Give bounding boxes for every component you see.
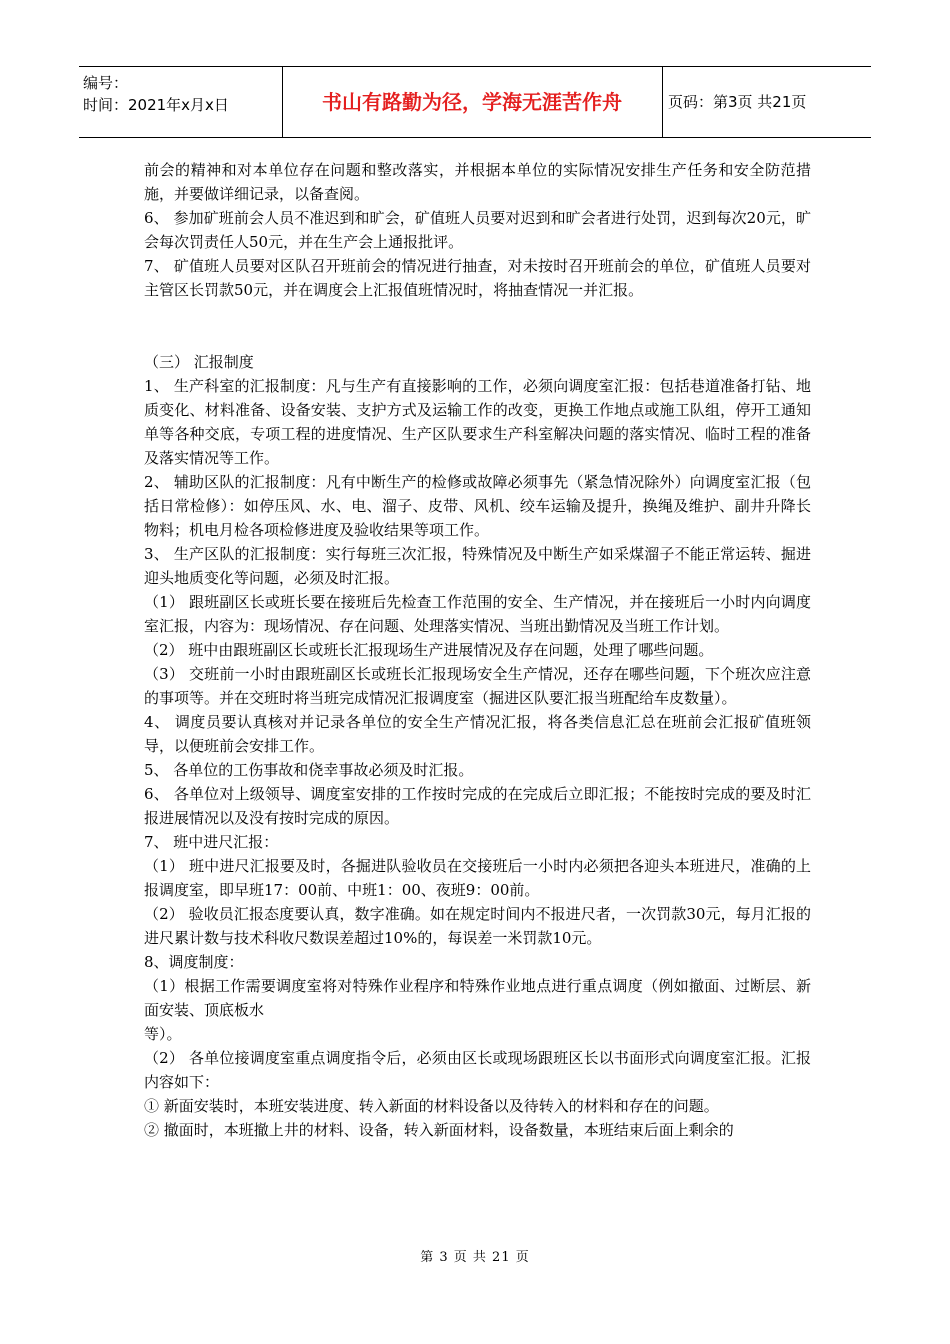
- paragraph: ② 撤面时，本班撤上井的材料、设备，转入新面材料，设备数量，本班结束后面上剩余的: [144, 1121, 734, 1139]
- paragraph: 前会的精神和对本单位存在问题和整改落实，并根据本单位的实际情况安排生产任务和安全防范措施，并要做详细记录，以备查阅。: [144, 161, 811, 203]
- paragraph: （1）根据工作需要调度室将对特殊作业程序和特殊作业地点进行重点调度（例如撤面、过断层、新面安装、顶底板水: [144, 977, 811, 1019]
- paragraph: 2、 辅助区队的汇报制度：凡有中断生产的检修或故障必须事先（紧急情况除外）向调度室汇报（包括日常检修）：如停压风、水、电、溜子、皮带、风机、绞车运输及提升，换绳及维护、副井升降长物料；机电月检各项检修进度及验收结果等项工作。: [144, 473, 811, 539]
- paragraph: 3、 生产区队的汇报制度：实行每班三次汇报，特殊情况及中断生产如采煤溜子不能正常运转、掘进迎头地质变化等问题，必须及时汇报。: [144, 545, 811, 587]
- paragraph: ① 新面安装时，本班安装进度、转入新面的材料设备以及待转入的材料和存在的问题。: [144, 1097, 719, 1115]
- page-header: [79, 66, 871, 138]
- paragraph: （1） 班中进尺汇报要及时，各掘进队验收员在交接班后一小时内必须把各迎头本班进尺，准确的上报调度室，即早班17：00前、中班1：00、夜班9：00前。: [144, 857, 811, 899]
- page-footer: 第 3 页 共 21 页: [420, 1250, 530, 1265]
- document-body: [144, 158, 811, 1142]
- section-gap: [144, 302, 811, 350]
- paragraph: 7、 矿值班人员要对区队召开班前会的情况进行抽查，对未按时召开班前会的单位，矿值班人员要对主管区长罚款50元，并在调度会上汇报值班情况时，将抽查情况一并汇报。: [144, 257, 811, 299]
- paragraph: （2） 各单位接调度室重点调度指令后，必须由区长或现场跟班区长以书面形式向调度室汇报。汇报内容如下：: [144, 1049, 811, 1091]
- paragraph: 等）。: [144, 1025, 182, 1043]
- header-motto: 书山有路勤为径，学海无涯苦作舟: [282, 67, 663, 137]
- paragraph: （2） 班中由跟班副区长或班长汇报现场生产进展情况及存在问题，处理了哪些问题。: [144, 641, 714, 659]
- header-meta-cell: [79, 67, 283, 137]
- paragraph: 6、 参加矿班前会人员不准迟到和旷会，矿值班人员要对迟到和旷会者进行处罚，迟到每次20元，旷会每次罚责任人50元，并在生产会上通报批评。: [144, 209, 811, 251]
- paragraph: 6、 各单位对上级领导、调度室安排的工作按时完成的在完成后立即汇报；不能按时完成的要及时汇报进展情况以及没有按时完成的原因。: [144, 785, 811, 827]
- paragraph: 5、 各单位的工伤事故和侥幸事故必须及时汇报。: [144, 761, 474, 779]
- header-page-info: 页码：第3页 共21页: [668, 93, 807, 111]
- paragraph: （2） 验收员汇报态度要认真，数字准确。如在规定时间内不报进尺者，一次罚款30元，每月汇报的进尺累计数与技术科收尺数误差超过10%的，每误差一米罚款10元。: [144, 905, 811, 947]
- paragraph: （3） 交班前一小时由跟班副区长或班长汇报现场安全生产情况，还存在哪些问题，下个班次应注意的事项等。并在交班时将当班完成情况汇报调度室（掘进区队要汇报当班配给车皮数量）。: [144, 665, 811, 707]
- paragraph: 4、 调度员要认真核对并记录各单位的安全生产情况汇报，将各类信息汇总在班前会汇报矿值班领导，以便班前会安排工作。: [144, 713, 811, 755]
- paragraph: 8、调度制度：: [144, 953, 244, 971]
- paragraph: 7、 班中进尺汇报：: [144, 833, 279, 851]
- section-heading: （三） 汇报制度: [144, 353, 254, 371]
- paragraph: 1、 生产科室的汇报制度：凡与生产有直接影响的工作，必须向调度室汇报：包括巷道准备打钻、地质变化、材料准备、设备安装、支护方式及运输工作的改变，更换工作地点或施工队组，停开工通知单等各种交底，专项工程的进度情况、生产区队要求生产科室解决问题的落实情况、临时工程的准备及落实情况等工作。: [144, 377, 811, 467]
- document-date-label: 时间：2021年x月x日: [83, 96, 229, 114]
- paragraph: （1） 跟班副区长或班长要在接班后先检查工作范围的安全、生产情况，并在接班后一小时内向调度室汇报，内容为：现场情况、存在问题、处理落实情况、当班出勤情况及当班工作计划。: [144, 593, 811, 635]
- document-number-label: 编号：: [83, 74, 129, 92]
